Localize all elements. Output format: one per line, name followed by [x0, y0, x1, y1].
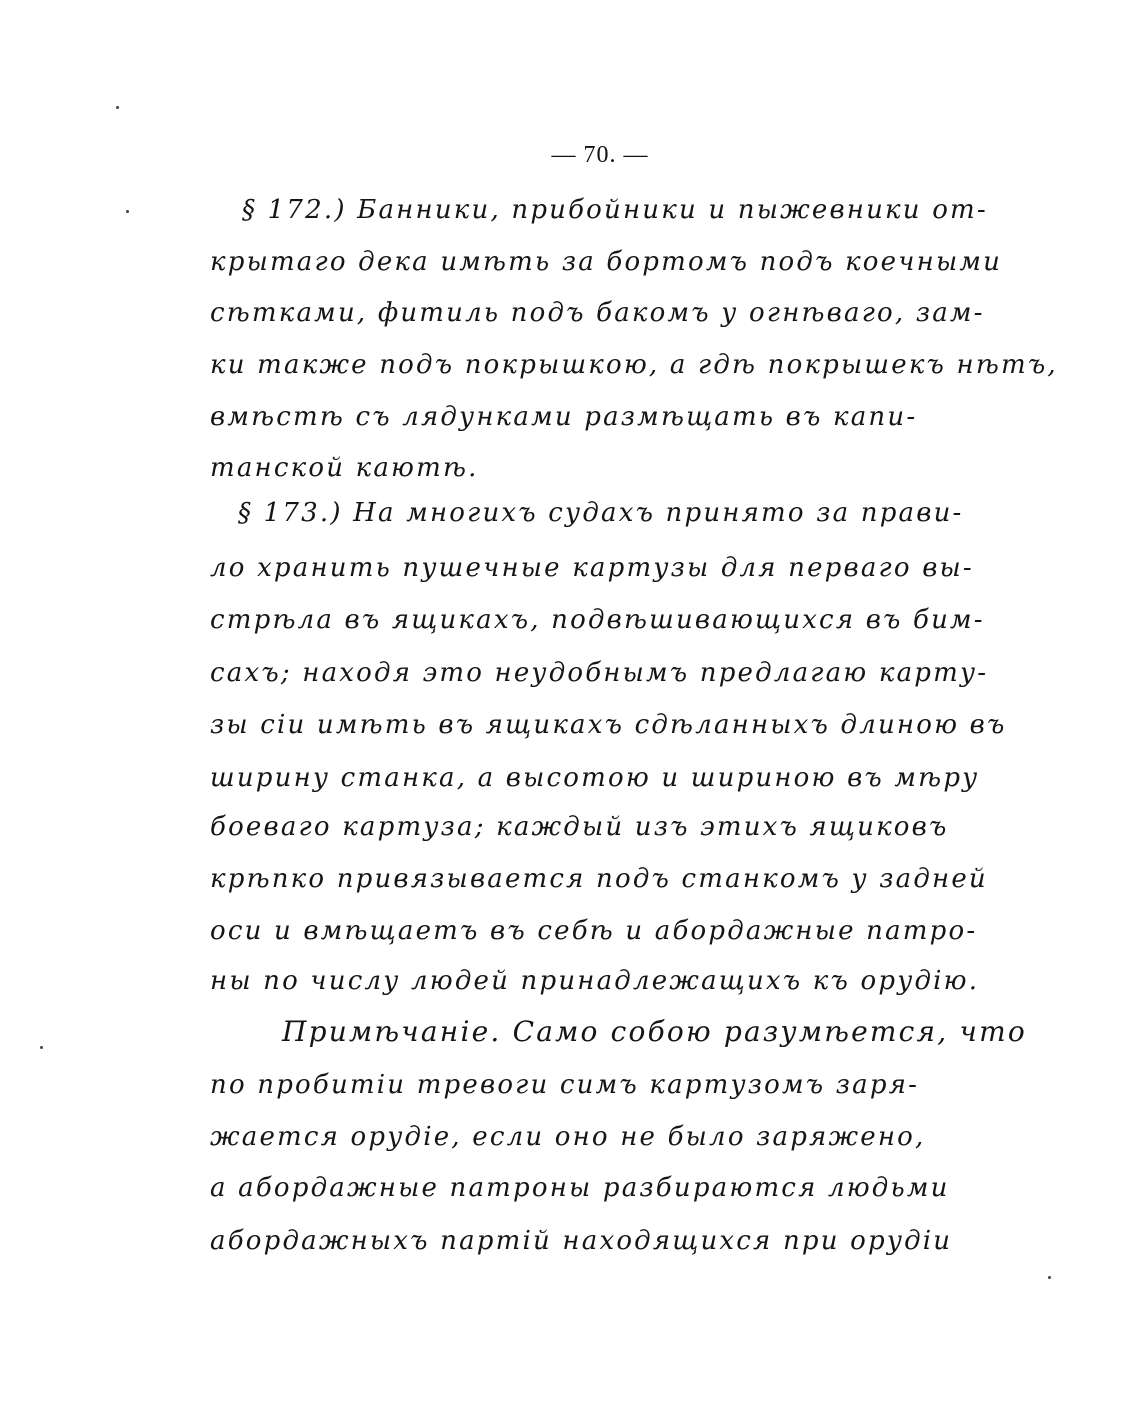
note-heading-line: Примѣчаніе. Само собою разумѣется, что [282, 1015, 1027, 1048]
text-line: ширину станка, а высотою и шириною въ мѣру [210, 763, 980, 793]
text-line: сѣтками, фитиль подъ бакомъ у огнѣваго, зам- [210, 298, 985, 328]
text-line: а абордажные патроны разбираются людьми [210, 1173, 950, 1203]
text-line: § 173.) На многихъ судахъ принято за прави- [238, 498, 964, 528]
text-line: жается орудіе, если оно не было заряжено, [210, 1122, 926, 1152]
text-line: ло хранить пушечные картузы для перваго вы- [210, 553, 974, 583]
paper-speck [1048, 1276, 1051, 1279]
text-line: крытаго дека имѣть за бортомъ подъ коечными [210, 247, 1003, 277]
text-line: танской каютѣ. [210, 453, 479, 483]
text-line: оси и вмѣщаетъ въ себѣ и абордажные патро- [210, 916, 978, 946]
text-line: абордажныхъ партій находящихся при орудіи [210, 1226, 953, 1256]
text-line: § 172.) Банники, прибойники и пыжевники от- [242, 195, 988, 225]
paper-speck [126, 210, 129, 213]
paper-speck [116, 106, 119, 109]
text-line: ки также подъ покрышкою, а гдѣ покрышекъ нѣтъ, [210, 350, 1058, 380]
text-line: зы сіи имѣть въ ящикахъ сдѣланныхъ длиною въ [210, 710, 1007, 740]
text-line: боеваго картуза; каждый изъ этихъ ящиковъ [210, 812, 949, 842]
text-line: по пробитіи тревоги симъ картузомъ заря- [210, 1070, 920, 1100]
text-line: вмѣстѣ съ лядунками размѣщать въ капи- [210, 402, 918, 432]
paper-speck [40, 1046, 43, 1049]
text-line: стрѣла въ ящикахъ, подвѣшивающихся въ бим- [210, 605, 985, 635]
text-line: сахъ; находя это неудобнымъ предлагаю карту- [210, 658, 989, 688]
text-line: крѣпко привязывается подъ станкомъ у задней [210, 864, 988, 894]
text-line: ны по числу людей принадлежащихъ къ орудію. [210, 966, 980, 996]
page-number: — 70. — [551, 142, 649, 168]
